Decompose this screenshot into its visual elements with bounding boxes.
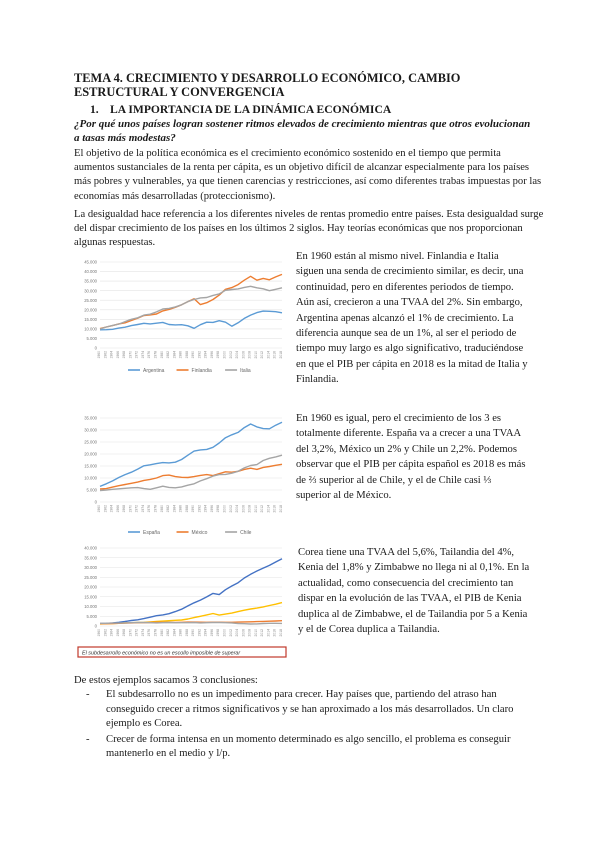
x-tick-label: 1996 (209, 629, 214, 637)
x-tick-label: 2006 (241, 351, 246, 359)
y-tick-label: 35.000 (84, 555, 97, 561)
chart-espana-mexico-chile (74, 412, 290, 540)
y-tick-label: 20.000 (84, 307, 97, 313)
x-tick-label: 1990 (191, 505, 196, 513)
x-tick-label: 1986 (178, 351, 183, 359)
x-tick-label: 1978 (153, 351, 158, 359)
x-tick-label: 1970 (128, 629, 133, 637)
x-tick-label: 1970 (128, 351, 133, 359)
x-tick-label: 1970 (128, 505, 133, 513)
text-chart1: En 1960 están al mismo nivel. Finlandia e Italia siguen una senda de crecimiento similar, es decir, una continuidad, pero en diferentes periodos de tiempo. Aún así, crecieron a una TVAA del 2%. Sin embargo, Argentina apenas alcanzó el 1% de crecimiento. La diferencia aunque sea de un 1%, al ser el periodo de tiempo muy largo es algo significativo, traduciéndose en que el PIB per cápita en 2018 es la mitad de Italia y Finlandia. (296, 251, 528, 386)
page-title: TEMA 4. CRECIMIENTO Y DESARROLLO ECONÓMICO, CAMBIO ESTRUCTURAL Y CONVERGENCIA (74, 71, 461, 99)
x-tick-label: 1998 (216, 351, 221, 359)
y-tick-label: 10.000 (84, 326, 97, 332)
x-tick-label: 1972 (134, 351, 139, 359)
x-tick-label: 2004 (235, 351, 240, 359)
x-tick-label: 2006 (241, 629, 246, 637)
y-tick-label: 5.000 (86, 336, 97, 342)
x-tick-label: 1992 (197, 351, 202, 359)
conclusion-text: El subdesarrollo no es un impedimento para crecer. Hay países que, partiendo del atraso han conseguido crecer a ritmos significativos y se han aproximado a los más desarrollados. Un claro ejemplo es Corea. (106, 689, 514, 730)
x-tick-label: 1994 (203, 629, 208, 637)
section-number: 1. (90, 103, 99, 116)
x-tick-label: 2016 (272, 505, 277, 513)
x-tick-label: 2002 (228, 629, 233, 637)
x-tick-label: 1996 (209, 351, 214, 359)
list-item (86, 733, 546, 762)
paragraph-inequality: La desigualdad hace referencia a los diferentes niveles de rentas promedio entre países. Esta desigualdad surge del dispar crecimiento de los países en los últimos 2 siglos. Hay teorías económicas que nos proporcionan algunas respuestas. (74, 209, 544, 249)
x-tick-label: 1974 (140, 629, 145, 637)
x-tick-label: 1992 (197, 505, 202, 513)
x-tick-label: 1960 (97, 505, 101, 513)
x-tick-label: 1988 (184, 505, 189, 513)
x-tick-label: 2000 (222, 351, 227, 359)
x-tick-label: 1964 (109, 629, 114, 637)
y-tick-label: 25.000 (84, 439, 97, 445)
legend-label: México (191, 529, 208, 536)
x-tick-label: 2002 (228, 505, 233, 513)
x-tick-label: 1972 (134, 505, 139, 513)
x-tick-label: 1964 (109, 351, 114, 359)
y-tick-label: 20.000 (84, 451, 97, 457)
x-tick-label: 1968 (122, 629, 127, 637)
x-tick-label: 1976 (147, 351, 152, 359)
x-tick-label: 1998 (216, 629, 221, 637)
x-tick-label: 1966 (115, 629, 120, 637)
x-tick-label: 2014 (266, 505, 271, 513)
x-tick-label: 2000 (222, 505, 227, 513)
chart-caption: El subdesarrollo económico no es un escollo imposible de superar (82, 650, 241, 657)
x-tick-label: 1992 (197, 629, 202, 637)
chart-argentina-finlandia-italia (74, 256, 290, 380)
x-tick-label: 1976 (147, 505, 152, 513)
y-tick-label: 0 (94, 345, 97, 351)
x-tick-label: 1964 (109, 505, 114, 513)
x-tick-label: 1994 (203, 351, 208, 359)
section-title: LA IMPORTANCIA DE LA DINÁMICA ECONÓMICA (110, 103, 392, 116)
x-tick-label: 2006 (241, 505, 246, 513)
x-tick-label: 1984 (172, 629, 177, 637)
x-tick-label: 1974 (140, 351, 145, 359)
y-tick-label: 10.000 (84, 604, 97, 610)
conclusions-list (86, 688, 546, 763)
y-tick-label: 0 (94, 499, 97, 505)
y-tick-label: 5.000 (86, 487, 97, 493)
x-tick-label: 1978 (153, 505, 158, 513)
x-tick-label: 1996 (209, 505, 214, 513)
x-tick-label: 1980 (159, 505, 164, 513)
y-tick-label: 45.000 (84, 259, 97, 265)
section-heading (90, 103, 510, 116)
text-chart2: En 1960 es igual, pero el crecimiento de los 3 es totalmente diferente. España va a crecer a una TVAA del 3,2%, México un 2% y Chile un 2,2%. Podemos observar que el PIB per cápita español es 2018 es más de ⅔ superior al de Chile, y el de Chile casi ⅓ superior al de México. (296, 413, 526, 502)
x-tick-label: 1988 (184, 629, 189, 637)
y-tick-label: 15.000 (84, 463, 97, 469)
x-tick-label: 1986 (178, 505, 183, 513)
x-tick-label: 1968 (122, 351, 127, 359)
conclusions-intro: De estos ejemplos sacamos 3 conclusiones: (74, 675, 258, 686)
x-tick-label: 1988 (184, 351, 189, 359)
chart-corea-tailandia-kenia-zimbabwe (74, 544, 290, 660)
y-tick-label: 35.000 (84, 415, 97, 421)
x-tick-label: 2012 (260, 629, 265, 637)
x-tick-label: 2008 (247, 629, 252, 637)
x-tick-label: 1962 (103, 505, 108, 513)
list-item (86, 688, 546, 732)
x-tick-label: 1966 (115, 505, 120, 513)
text-chart3: Corea tiene una TVAA del 5,6%, Tailandia del 4%, Kenia del 1,8% y Zimbabwe no llega ni al 0,1%. En la actualidad, como consecuencia del crecimiento tan dispar en la evolución de las TVAA, el PIB de Kenia duplica al de Zimbabwe, el de Tailandia por 5 a Kenia y el de Corea duplica a Tailandia. (298, 547, 530, 636)
x-tick-label: 2008 (247, 351, 252, 359)
x-tick-label: 2008 (247, 505, 252, 513)
x-tick-label: 2010 (253, 351, 258, 359)
x-tick-label: 2018 (279, 351, 283, 359)
series-line-zimbabwe (100, 623, 282, 625)
y-tick-label: 30.000 (84, 427, 97, 433)
x-tick-label: 2012 (260, 505, 265, 513)
series-line-méxico (100, 464, 282, 489)
x-tick-label: 1990 (191, 629, 196, 637)
x-tick-label: 1980 (159, 351, 164, 359)
x-tick-label: 1986 (178, 629, 183, 637)
x-tick-label: 1982 (166, 629, 171, 637)
x-tick-label: 2014 (266, 629, 271, 637)
series-line-corea (100, 559, 282, 624)
x-tick-label: 1994 (203, 505, 208, 513)
x-tick-label: 1984 (172, 351, 177, 359)
y-tick-label: 10.000 (84, 475, 97, 481)
x-tick-label: 1982 (166, 351, 171, 359)
x-tick-label: 2016 (272, 629, 277, 637)
x-tick-label: 2004 (235, 505, 240, 513)
x-tick-label: 1960 (97, 351, 101, 359)
y-tick-label: 40.000 (84, 545, 97, 551)
x-tick-label: 2018 (279, 505, 283, 513)
x-tick-label: 2016 (272, 351, 277, 359)
x-tick-label: 1962 (103, 351, 108, 359)
x-tick-label: 1998 (216, 505, 221, 513)
x-tick-label: 1966 (115, 351, 120, 359)
series-line-chile (100, 455, 282, 490)
x-tick-label: 2010 (253, 629, 258, 637)
legend-label: Chile (240, 529, 252, 536)
list-dash: - (86, 733, 90, 745)
x-tick-label: 2000 (222, 629, 227, 637)
y-tick-label: 20.000 (84, 584, 97, 590)
legend-label: Argentina (143, 367, 165, 374)
y-tick-label: 25.000 (84, 574, 97, 580)
x-tick-label: 2010 (253, 505, 258, 513)
x-tick-label: 2002 (228, 351, 233, 359)
x-tick-label: 2014 (266, 351, 271, 359)
x-tick-label: 1960 (97, 629, 101, 637)
x-tick-label: 1984 (172, 505, 177, 513)
x-tick-label: 2012 (260, 351, 265, 359)
x-tick-label: 2018 (279, 629, 283, 637)
legend-label: Finlandia (191, 367, 212, 374)
x-tick-label: 1980 (159, 629, 164, 637)
y-tick-label: 5.000 (86, 613, 97, 619)
x-tick-label: 1974 (140, 505, 145, 513)
x-tick-label: 1962 (103, 629, 108, 637)
y-tick-label: 30.000 (84, 565, 97, 571)
legend-label: Italia (240, 367, 251, 374)
x-tick-label: 1978 (153, 629, 158, 637)
y-tick-label: 15.000 (84, 316, 97, 322)
y-tick-label: 35.000 (84, 278, 97, 284)
list-dash: - (86, 689, 90, 700)
x-tick-label: 1968 (122, 505, 127, 513)
conclusion-text: Crecer de forma intensa en un momento determinado es algo sencillo, el problema es conseguir mantenerlo en el medio y l/p. (106, 733, 511, 760)
x-tick-label: 1972 (134, 629, 139, 637)
paragraph-objective: El objetivo de la política económica es el crecimiento económico sostenido en el tiempo que permita aumentos sustanciales de la renta per cápita, es un objetivo difícil de alcanzar especialmente para los países más pobres y vulnerables, ya que tienen carencias y restricciones, así como diferentes trabas impuestas por las economías más desarrolladas (proteccionismo). (74, 148, 542, 202)
y-tick-label: 15.000 (84, 594, 97, 600)
legend-label: España (143, 529, 160, 536)
y-tick-label: 30.000 (84, 288, 97, 294)
x-tick-label: 2004 (235, 629, 240, 637)
x-tick-label: 1982 (166, 505, 171, 513)
y-tick-label: 25.000 (84, 297, 97, 303)
y-tick-label: 0 (94, 623, 97, 629)
guiding-question: ¿Por qué unos países logran sostener ritmos elevados de crecimiento mientras que otros evolucionan a tasas más modestas? (74, 118, 531, 144)
y-tick-label: 40.000 (84, 269, 97, 275)
x-tick-label: 1990 (191, 351, 196, 359)
x-tick-label: 1976 (147, 629, 152, 637)
